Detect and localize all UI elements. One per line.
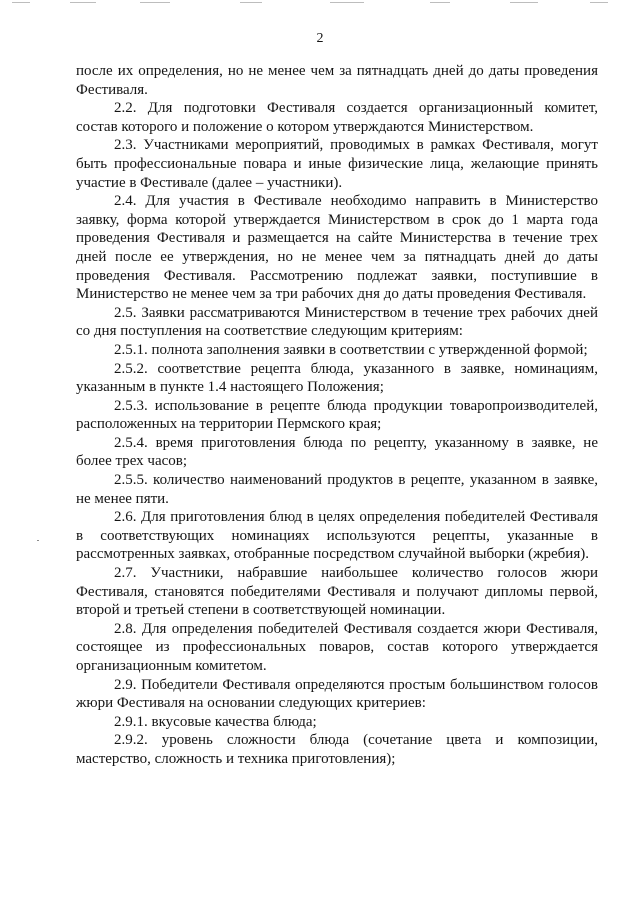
paragraph: 2.9.2. уровень сложности блюда (сочетание цвета и композиции, мастерство, сложность и техника приготовления); [76, 732, 598, 767]
paragraph: 2.5. Заявки рассматриваются Министерством в течение трех рабочих дней со дня поступления на соответствие следующим критериям: [76, 304, 598, 340]
scan-artifact [70, 2, 96, 3]
scan-artifact [37, 540, 39, 541]
paragraph: 2.3. Участниками мероприятий, проводимых в рамках Фестиваля, могут быть профессиональные повара и иные физические лица, желающие принять участие в Фестивале (далее – участники). [76, 137, 598, 191]
paragraph-continuation: после их определения, но не менее чем за пятнадцать дней до даты проведения Фестиваля. [76, 63, 598, 98]
paragraph: 2.5.2. соответствие рецепта блюда, указанного в заявке, номинациям, указанным в пункте 1.4 настоящего Положения; [76, 360, 598, 396]
scan-artifact [240, 2, 262, 3]
paragraph: 2.5.3. использование в рецепте блюда продукции товаропроизводителей, расположенных на территории Пермского края; [76, 397, 598, 433]
page-number: 2 [316, 31, 324, 46]
scan-artifact [330, 2, 364, 3]
scan-artifact [590, 2, 608, 3]
paragraph: 2.9. Победители Фестиваля определяются простым большинством голосов жюри Фестиваля на основании следующих критериев: [76, 676, 598, 712]
paragraph: 2.7. Участники, набравшие наибольшее количество голосов жюри Фестиваля, становятся победителями Фестиваля и получают дипломы первой, второй и третьей степени в соответствующей номинации. [76, 565, 598, 619]
paragraph: 2.5.1. полнота заполнения заявки в соответствии с утвержденной формой; [114, 341, 588, 358]
paragraph: 2.5.5. количество наименований продуктов в рецепте, указанном в заявке, не менее пяти. [76, 472, 598, 507]
paragraph: 2.6. Для приготовления блюд в целях определения победителей Фестиваля в соответствующих номинациях используются рецепты, указанные в рассмотренных заявках, отобранные посредством случайной выборки (жребия). [76, 509, 598, 563]
scan-artifact [12, 2, 30, 3]
paragraph: 2.9.1. вкусовые качества блюда; [114, 713, 317, 730]
scan-artifact [140, 2, 170, 3]
scan-artifact [510, 2, 538, 3]
paragraph: 2.8. Для определения победителей Фестиваля создается жюри Фестиваля, состоящее из профессиональных поваров, состав которого утверждается организационным комитетом. [76, 620, 598, 674]
paragraph: 2.2. Для подготовки Фестиваля создается организационный комитет, состав которого и положение о котором утверждаются Министерством. [76, 100, 598, 135]
paragraph: 2.4. Для участия в Фестивале необходимо направить в Министерство заявку, форма которой утверждается Министерством в срок до 1 марта года проведения Фестиваля и размещается на сайте Министерства в течение трех дней после ее утверждения, но не менее чем за пятнадцать дней до даты проведения Фестиваля. Рассмотрению подлежат заявки, поступившие в Министерство не менее чем за три рабочих дня до даты проведения Фестиваля. [76, 193, 598, 303]
paragraph: 2.5.4. время приготовления блюда по рецепту, указанному в заявке, не более трех часов; [76, 434, 598, 470]
document-body [76, 62, 598, 769]
scan-artifact [430, 2, 450, 3]
